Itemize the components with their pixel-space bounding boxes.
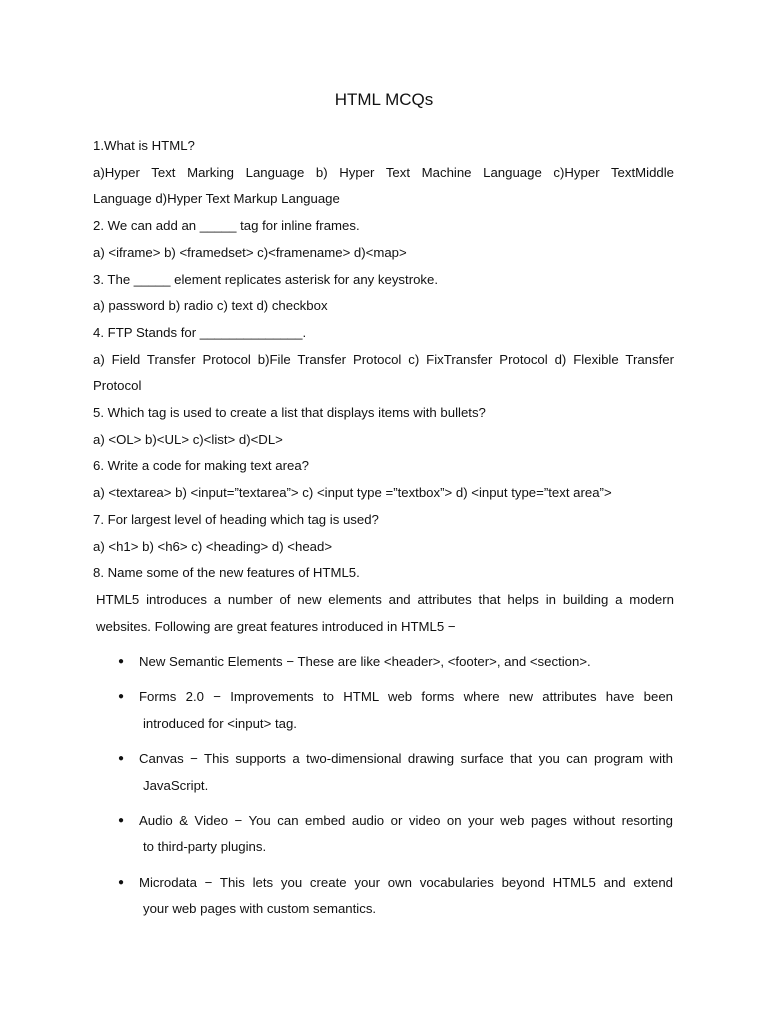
question-5-options: a) <OL> b)<UL> c)<list> d)<DL> [93, 431, 283, 447]
question-4-options-line-2: Protocol [93, 378, 142, 394]
question-7: 7. For largest level of heading which tag is used? [93, 511, 379, 527]
bullet-icon: ● [118, 753, 125, 765]
question-1-options-line-2: Language d)Hyper Text Markup Language [93, 191, 340, 207]
feature-5-line-1: Microdata − This lets you create your own vocabularies beyond HTML5 and extend [139, 874, 673, 890]
feature-2-line-1: Forms 2.0 − Improvements to HTML web forms where new attributes have been [139, 689, 673, 705]
feature-2-line-2: introduced for <input> tag. [143, 715, 297, 731]
feature-5-line-2: your web pages with custom semantics. [143, 901, 377, 917]
question-1-options-line-1: a)Hyper Text Marking Language b) Hyper Text Machine Language c)Hyper TextMiddle [93, 164, 674, 180]
feature-1-line-1: New Semantic Elements − These are like <header>, <footer>, and <section>. [139, 654, 591, 669]
answer-8-intro-line-1: HTML5 introduces a number of new elements and attributes that helps in building a modern [96, 591, 674, 607]
question-5: 5. Which tag is used to create a list that displays items with bullets? [93, 405, 486, 421]
page-title: HTML MCQs [334, 90, 434, 109]
bullet-icon: ● [118, 656, 125, 667]
bullet-icon: ● [118, 876, 125, 888]
question-6-options: a) <textarea> b) <input=”textarea”> c) <input type =”textbox”> d) <input type=”text area”> [93, 485, 612, 501]
feature-3-line-1: Canvas − This supports a two-dimensional drawing surface that you can program with [139, 751, 673, 767]
answer-8-intro-line-2: websites. Following are great features introduced in HTML5 − [96, 618, 456, 634]
list-item [118, 746, 673, 799]
list-item [118, 808, 673, 861]
question-2: 2. We can add an _____ tag for inline frames. [93, 218, 360, 234]
question-2-options: a) <iframe> b) <framedset> c)<framename> d)<map> [93, 244, 407, 260]
question-3-options: a) password b) radio c) text d) checkbox [93, 298, 328, 314]
feature-4-line-2: to third-party plugins. [143, 839, 267, 855]
bullet-icon: ● [118, 691, 125, 703]
list-item [118, 684, 673, 737]
question-8: 8. Name some of the new features of HTML5. [93, 565, 360, 581]
question-4-options-line-1: a) Field Transfer Protocol b)File Transfer Protocol c) FixTransfer Protocol d) Flexible Transfer [93, 351, 674, 367]
question-7-options: a) <h1> b) <h6> c) <heading> d) <head> [93, 538, 333, 554]
question-4: 4. FTP Stands for ______________. [93, 324, 307, 340]
question-1: 1.What is HTML? [93, 138, 195, 153]
question-3: 3. The _____ element replicates asterisk for any keystroke. [93, 271, 439, 287]
feature-3-line-2: JavaScript. [143, 777, 209, 793]
feature-4-line-1: Audio & Video − You can embed audio or video on your web pages without resorting [139, 813, 673, 829]
bullet-icon: ● [118, 815, 125, 827]
list-item [118, 870, 673, 923]
html5-features-list [118, 649, 673, 932]
questions-section [93, 133, 674, 640]
question-6: 6. Write a code for making text area? [93, 458, 309, 474]
list-item [118, 649, 673, 675]
